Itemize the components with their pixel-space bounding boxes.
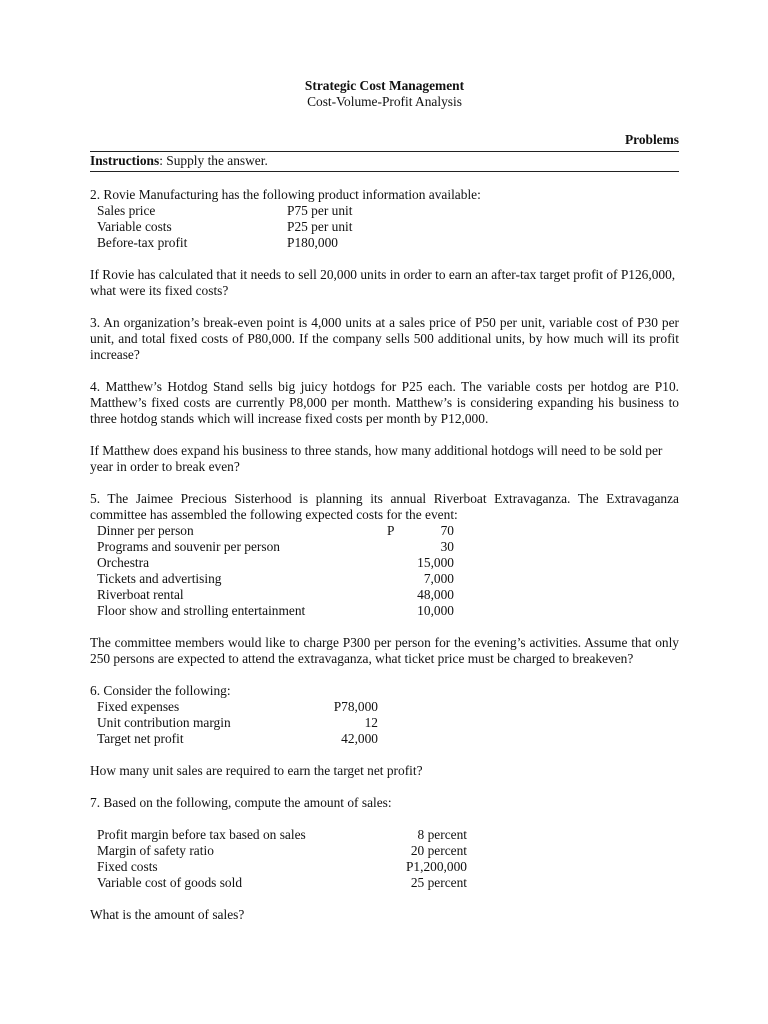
- question-3: [90, 315, 679, 363]
- table-row: [97, 827, 679, 843]
- currency-symbol: [387, 603, 414, 619]
- table-row: [97, 715, 679, 731]
- row-value: 70: [440, 523, 454, 538]
- instructions-label: Instructions: [90, 153, 160, 168]
- row-value: P78,000: [333, 699, 378, 714]
- row-value: P75 per unit: [287, 203, 353, 218]
- row-value: 20 percent: [410, 843, 467, 858]
- q3-text: 3. An organization’s break-even point is 4,000 units at a sales price of P50 per unit, variable cost of P30 per unit, and total fixed costs of P80,000. If the company sells 500 additional units, by how much will its profit increase?: [90, 315, 679, 362]
- currency-symbol: [387, 539, 414, 555]
- q6-intro: 6. Consider the following:: [90, 683, 231, 698]
- instructions-text: : Supply the answer.: [159, 153, 268, 168]
- row-value: 42,000: [341, 731, 378, 746]
- currency-symbol: [387, 587, 414, 603]
- document-subtitle: Cost-Volume-Profit Analysis: [307, 94, 462, 109]
- currency-symbol: [387, 555, 414, 571]
- row-label: Fixed expenses: [97, 699, 180, 714]
- row-label: Target net profit: [97, 731, 184, 746]
- row-label: Sales price: [97, 203, 156, 218]
- currency-symbol: P: [387, 523, 395, 538]
- row-label: Variable costs: [97, 219, 172, 234]
- row-label: Orchestra: [97, 555, 150, 570]
- row-value: 7,000: [423, 571, 454, 586]
- question-7: [90, 795, 679, 923]
- row-label: Floor show and strolling entertainment: [97, 603, 306, 618]
- row-value: P180,000: [287, 235, 338, 250]
- q5-question: The committee members would like to charge P300 per person for the evening’s activities. Assume that only 250 persons are expected to attend the extravaganza, what ticket price must be charged to breakeven?: [90, 635, 679, 666]
- row-value: 30: [440, 539, 454, 554]
- row-value: P25 per unit: [287, 219, 353, 234]
- q4-question: If Matthew does expand his business to three stands, how many additional hotdogs will need to be sold per year in order to break even?: [90, 443, 663, 474]
- q6-table: [97, 699, 679, 747]
- table-row: [97, 699, 679, 715]
- row-label: Dinner per person: [97, 523, 194, 538]
- row-value: 12: [364, 715, 378, 730]
- row-label: Margin of safety ratio: [97, 843, 214, 858]
- question-5: [90, 491, 679, 667]
- table-row: [97, 539, 679, 555]
- row-label: Riverboat rental: [97, 587, 184, 602]
- row-value: 48,000: [417, 587, 454, 602]
- q6-question: How many unit sales are required to earn the target net profit?: [90, 763, 423, 778]
- row-value: 15,000: [417, 555, 454, 570]
- row-label: Unit contribution margin: [97, 715, 231, 730]
- table-row: [97, 875, 679, 891]
- question-2: [90, 187, 679, 299]
- table-row: [97, 203, 679, 219]
- table-row: [97, 859, 679, 875]
- document-title: Strategic Cost Management: [304, 78, 465, 93]
- table-row: [97, 603, 679, 619]
- row-label: Profit margin before tax based on sales: [97, 827, 306, 842]
- row-value: 25 percent: [410, 875, 467, 890]
- row-value: P1,200,000: [405, 859, 467, 874]
- row-label: Fixed costs: [97, 859, 158, 874]
- table-row: [97, 587, 679, 603]
- q7-table: [97, 827, 679, 891]
- row-value: 8 percent: [417, 827, 467, 842]
- row-label: Programs and souvenir per person: [97, 539, 280, 554]
- table-row: [97, 523, 679, 539]
- table-row: [97, 843, 679, 859]
- row-label: Before-tax profit: [97, 235, 188, 250]
- q2-table: [97, 203, 679, 251]
- question-4: [90, 379, 679, 475]
- row-label: Tickets and advertising: [97, 571, 222, 586]
- currency-symbol: [387, 571, 414, 587]
- table-row: [97, 219, 679, 235]
- table-row: [97, 235, 679, 251]
- document-page: [90, 78, 679, 923]
- instructions-line: [90, 151, 679, 172]
- table-row: [97, 571, 679, 587]
- q2-intro: 2. Rovie Manufacturing has the following product information available:: [90, 187, 481, 202]
- q2-question: If Rovie has calculated that it needs to sell 20,000 units in order to earn an after-tax target profit of P126,000, what were its fixed costs?: [90, 267, 676, 298]
- table-row: [97, 731, 679, 747]
- q5-intro: 5. The Jaimee Precious Sisterhood is planning its annual Riverboat Extravaganza. The Extravaganza committee has assembled the following expected costs for the event:: [90, 491, 679, 522]
- table-row: [97, 555, 679, 571]
- q5-table: [97, 523, 679, 619]
- q4-text: 4. Matthew’s Hotdog Stand sells big juicy hotdogs for P25 each. The variable costs per hotdog are P10. Matthew’s fixed costs are currently P8,000 per month. Matthew’s is considering expanding his business to three hotdog stands which will increase fixed costs per month by P12,000.: [90, 379, 679, 426]
- q7-question: What is the amount of sales?: [90, 907, 245, 922]
- problems-heading: Problems: [624, 132, 679, 147]
- row-value: 10,000: [417, 603, 454, 618]
- q7-intro: 7. Based on the following, compute the amount of sales:: [90, 795, 392, 810]
- question-6: [90, 683, 679, 779]
- row-label: Variable cost of goods sold: [97, 875, 243, 890]
